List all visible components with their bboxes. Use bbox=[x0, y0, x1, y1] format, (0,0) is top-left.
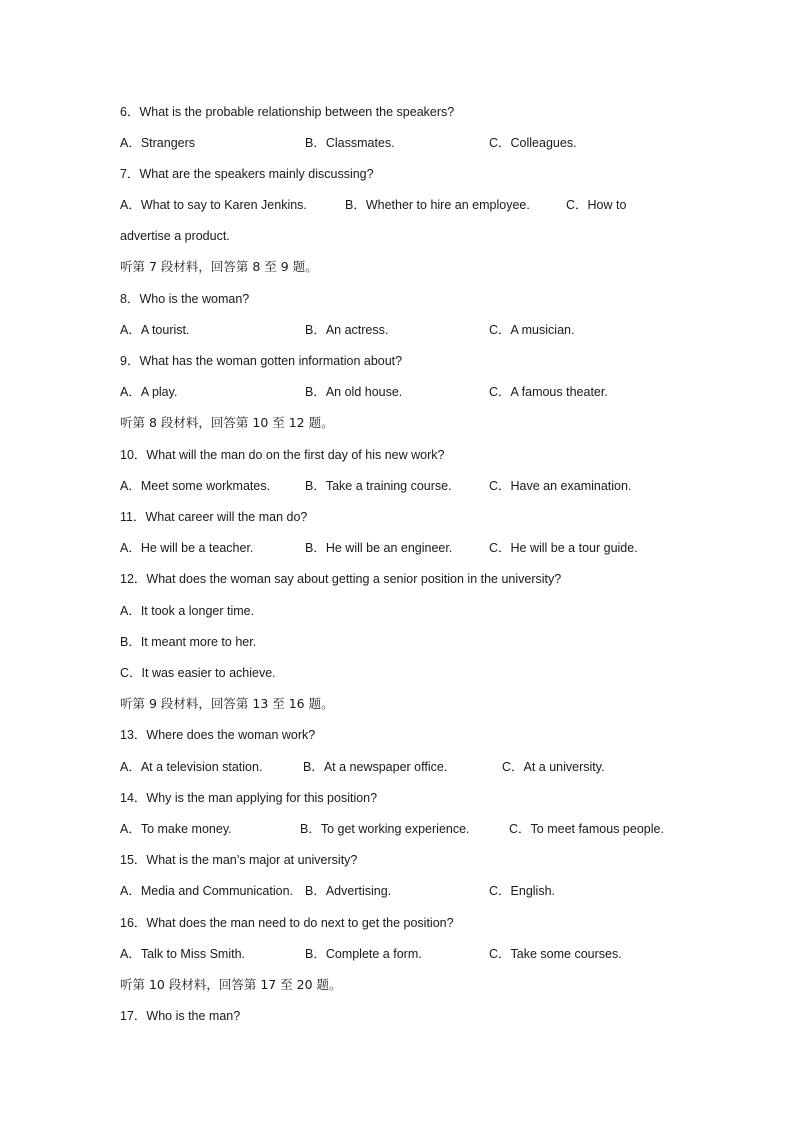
option-b: B．It meant more to her. bbox=[120, 635, 257, 649]
question-8: 8．Who is the woman? bbox=[120, 292, 250, 306]
question-10: 10．What will the man do on the first day of his new work? bbox=[120, 448, 445, 462]
option-b: B．At a newspaper office. bbox=[303, 760, 448, 774]
option-c: C．A musician. bbox=[489, 323, 575, 337]
option-c: C．To meet famous people. bbox=[509, 822, 664, 836]
question-7: 7．What are the speakers mainly discussing? bbox=[120, 167, 374, 181]
option-b: B．An actress. bbox=[305, 323, 389, 337]
section-heading-10: 听第 10 段材料，回答第 17 至 20 题。 bbox=[120, 977, 342, 992]
option-a: A．Media and Communication. bbox=[120, 884, 293, 898]
question-17: 17．Who is the man? bbox=[120, 1009, 241, 1023]
question-14: 14．Why is the man applying for this position? bbox=[120, 791, 378, 805]
option-c: C．Colleagues. bbox=[489, 136, 577, 150]
option-b: B．Classmates. bbox=[305, 136, 395, 150]
question-13: 13．Where does the woman work? bbox=[120, 728, 316, 742]
section-heading-8: 听第 8 段材料，回答第 10 至 12 题。 bbox=[120, 415, 334, 430]
option-b: B．Complete a form. bbox=[305, 947, 422, 961]
question-12: 12．What does the woman say about getting a senior position in the university? bbox=[120, 572, 562, 586]
option-b: B．Whether to hire an employee. bbox=[345, 198, 530, 212]
question-16: 16．What does the man need to do next to get the position? bbox=[120, 916, 454, 930]
option-a: A．Meet some workmates. bbox=[120, 479, 271, 493]
option-c: C．How to bbox=[566, 198, 627, 212]
option-b: B．Take a training course. bbox=[305, 479, 452, 493]
question-9: 9．What has the woman gotten information about? bbox=[120, 354, 403, 368]
option-a: A．It took a longer time. bbox=[120, 604, 255, 618]
option-c-continued: advertise a product. bbox=[120, 229, 230, 243]
option-c: C．A famous theater. bbox=[489, 385, 608, 399]
option-a: A．At a television station. bbox=[120, 760, 263, 774]
option-c: C．At a university. bbox=[502, 760, 605, 774]
option-b: B．An old house. bbox=[305, 385, 403, 399]
option-a: A．To make money. bbox=[120, 822, 232, 836]
option-c: C．He will be a tour guide. bbox=[489, 541, 638, 555]
option-b: B．To get working experience. bbox=[300, 822, 470, 836]
option-a: A．What to say to Karen Jenkins. bbox=[120, 198, 307, 212]
question-15: 15．What is the man’s major at university? bbox=[120, 853, 358, 867]
question-11: 11．What career will the man do? bbox=[120, 510, 308, 524]
option-c: C．It was easier to achieve. bbox=[120, 666, 276, 680]
option-c: C．Take some courses. bbox=[489, 947, 622, 961]
option-b: B．Advertising. bbox=[305, 884, 392, 898]
question-6: 6．What is the probable relationship between the speakers? bbox=[120, 105, 455, 119]
option-c: C．Have an examination. bbox=[489, 479, 632, 493]
option-a: A．A tourist. bbox=[120, 323, 190, 337]
section-heading-7: 听第 7 段材料，回答第 8 至 9 题。 bbox=[120, 259, 318, 274]
option-a: A．Talk to Miss Smith. bbox=[120, 947, 246, 961]
option-a: A．Strangers bbox=[120, 136, 196, 150]
option-b: B．He will be an engineer. bbox=[305, 541, 453, 555]
section-heading-9: 听第 9 段材料，回答第 13 至 16 题。 bbox=[120, 696, 334, 711]
option-a: A．He will be a teacher. bbox=[120, 541, 254, 555]
option-a: A．A play. bbox=[120, 385, 178, 399]
option-c: C．English. bbox=[489, 884, 555, 898]
